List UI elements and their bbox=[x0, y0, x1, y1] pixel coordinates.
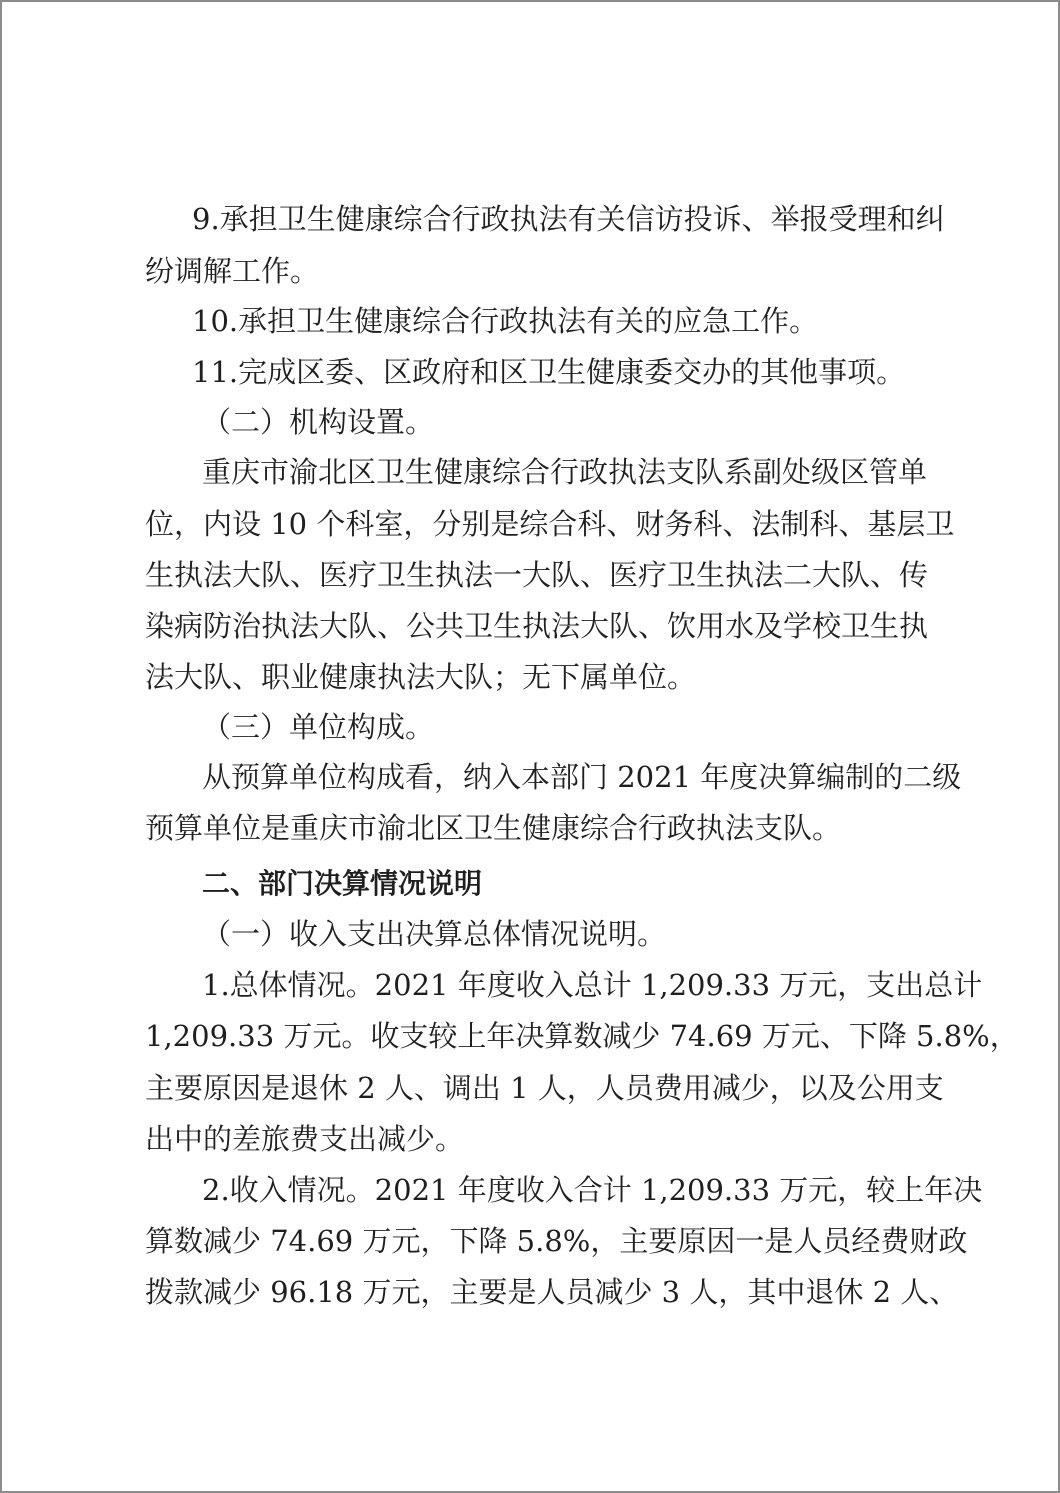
paragraph-line: 法大队、职业健康执法大队；无下属单位。 bbox=[145, 660, 697, 694]
paragraph-line: 预算单位是重庆市渝北区卫生健康综合行政执法支队。 bbox=[145, 811, 842, 845]
subsection-heading: （三）单位构成。 bbox=[202, 710, 435, 744]
paragraph-line: 位，内设 10 个科室，分别是综合科、财务科、法制科、基层卫 bbox=[145, 507, 955, 541]
paragraph-line: 算数减少 74.69 万元，下降 5.8%，主要原因一是人员经费财政 bbox=[145, 1224, 968, 1258]
paragraph-line: 重庆市渝北区卫生健康综合行政执法支队系副处级区管单 bbox=[202, 455, 928, 489]
paragraph-line: 拨款减少 96.18 万元，主要是人员减少 3 人，其中退休 2 人、 bbox=[145, 1275, 959, 1309]
paragraph-line: 纷调解工作。 bbox=[145, 254, 320, 288]
section-heading: 二、部门决算情况说明 bbox=[202, 867, 483, 900]
subsection-heading: （二）机构设置。 bbox=[202, 405, 435, 439]
paragraph-line: 11.完成区委、区政府和区卫生健康委交办的其他事项。 bbox=[192, 355, 906, 389]
paragraph-line: 9.承担卫生健康综合行政执法有关信访投诉、举报受理和纠 bbox=[192, 202, 945, 236]
paragraph-line: 出中的差旅费支出减少。 bbox=[145, 1122, 465, 1156]
paragraph-line: 2.收入情况。2021 年度收入合计 1,209.33 万元，较上年决 bbox=[202, 1173, 983, 1207]
paragraph-line: 生执法大队、医疗卫生执法一大队、医疗卫生执法二大队、传 bbox=[145, 558, 929, 592]
paragraph-line: 染病防治执法大队、公共卫生执法大队、饮用水及学校卫生执 bbox=[145, 609, 929, 643]
paragraph-line: 1.总体情况。2021 年度收入总计 1,209.33 万元，支出总计 bbox=[202, 968, 983, 1002]
paragraph-line: 10.承担卫生健康综合行政执法有关的应急工作。 bbox=[192, 304, 819, 338]
paragraph-line: 主要原因是退休 2 人、调出 1 人，人员费用减少，以及公用支 bbox=[145, 1071, 944, 1105]
paragraph-line: 1,209.33 万元。收支较上年决算数减少 74.69 万元、下降 5.8%， bbox=[145, 1019, 1019, 1053]
subsection-heading: （一）收入支出决算总体情况说明。 bbox=[202, 917, 667, 951]
paragraph-line: 从预算单位构成看，纳入本部门 2021 年度决算编制的二级 bbox=[202, 760, 962, 794]
